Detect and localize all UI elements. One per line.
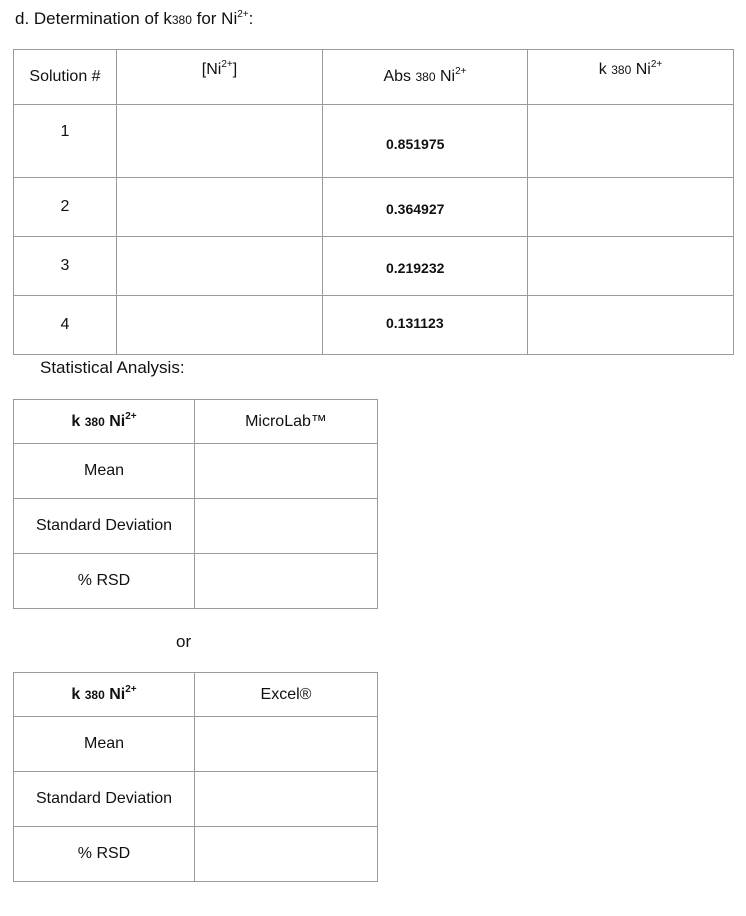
solution-number: 4: [14, 296, 117, 355]
stats-label: % RSD: [14, 554, 195, 609]
heading-subscript: 380: [171, 13, 192, 27]
concentration-cell[interactable]: [117, 237, 323, 296]
stats-row-rsd: [14, 554, 378, 609]
stats-value-cell[interactable]: [195, 444, 378, 499]
stats-label: Standard Deviation: [14, 499, 195, 554]
stats-value-cell[interactable]: [195, 772, 378, 827]
header-k-value: k 380 $Ni^{2+}$: [528, 50, 734, 105]
heading-superscript: 2+: [237, 9, 249, 20]
determination-table: [13, 49, 734, 355]
k-value-cell[interactable]: [528, 237, 734, 296]
stats-header-row: [14, 673, 378, 717]
stats-value-cell[interactable]: [195, 827, 378, 882]
heading-suffix: :: [248, 9, 254, 28]
absorbance-value: 0.364927: [323, 178, 528, 237]
concentration-cell[interactable]: [117, 296, 323, 355]
absorbance-value: 0.851975: [323, 105, 528, 178]
solution-number: 3: [14, 237, 117, 296]
table-row: [14, 296, 734, 355]
stats-label: Mean: [14, 717, 195, 772]
stats-label: Mean: [14, 444, 195, 499]
stats-row-mean: [14, 444, 378, 499]
table-header-row: [14, 50, 734, 105]
table-row: [14, 178, 734, 237]
stats-value-cell[interactable]: [195, 499, 378, 554]
heading-prefix: d. Determination of k: [15, 9, 172, 28]
stats-k-header: k 380 $Ni^{2+}$: [14, 673, 195, 717]
stats-row-std-dev: [14, 772, 378, 827]
k-value-cell[interactable]: [528, 105, 734, 178]
header-concentration: $[Ni^{2+}]$: [117, 50, 323, 105]
stats-header-row: [14, 400, 378, 444]
section-heading: [15, 9, 253, 29]
absorbance-value: 0.131123: [323, 296, 528, 355]
statistical-analysis-caption: Statistical Analysis:: [40, 358, 185, 377]
stats-row-rsd: [14, 827, 378, 882]
table-row: [14, 105, 734, 178]
excel-header: Excel®: [195, 673, 378, 717]
stats-label: Standard Deviation: [14, 772, 195, 827]
header-absorbance: Abs 380 $Ni^{2+}$: [323, 50, 528, 105]
concentration-cell[interactable]: [117, 105, 323, 178]
k-value-cell[interactable]: [528, 296, 734, 355]
stats-row-std-dev: [14, 499, 378, 554]
concentration-cell[interactable]: [117, 178, 323, 237]
microlab-stats-table: [13, 399, 378, 609]
stats-row-mean: [14, 717, 378, 772]
header-solution: Solution #: [14, 50, 117, 105]
excel-stats-table: [13, 672, 378, 882]
solution-number: 2: [14, 178, 117, 237]
heading-mid: for Ni: [191, 9, 238, 28]
k-value-cell[interactable]: [528, 178, 734, 237]
stats-value-cell[interactable]: [195, 554, 378, 609]
microlab-header: MicroLab™: [195, 400, 378, 444]
absorbance-value: 0.219232: [323, 237, 528, 296]
or-separator: or: [176, 632, 192, 651]
stats-value-cell[interactable]: [195, 717, 378, 772]
table-row: [14, 237, 734, 296]
stats-k-header: k 380 $Ni^{2+}$: [14, 400, 195, 444]
stats-label: % RSD: [14, 827, 195, 882]
solution-number: 1: [14, 105, 117, 178]
